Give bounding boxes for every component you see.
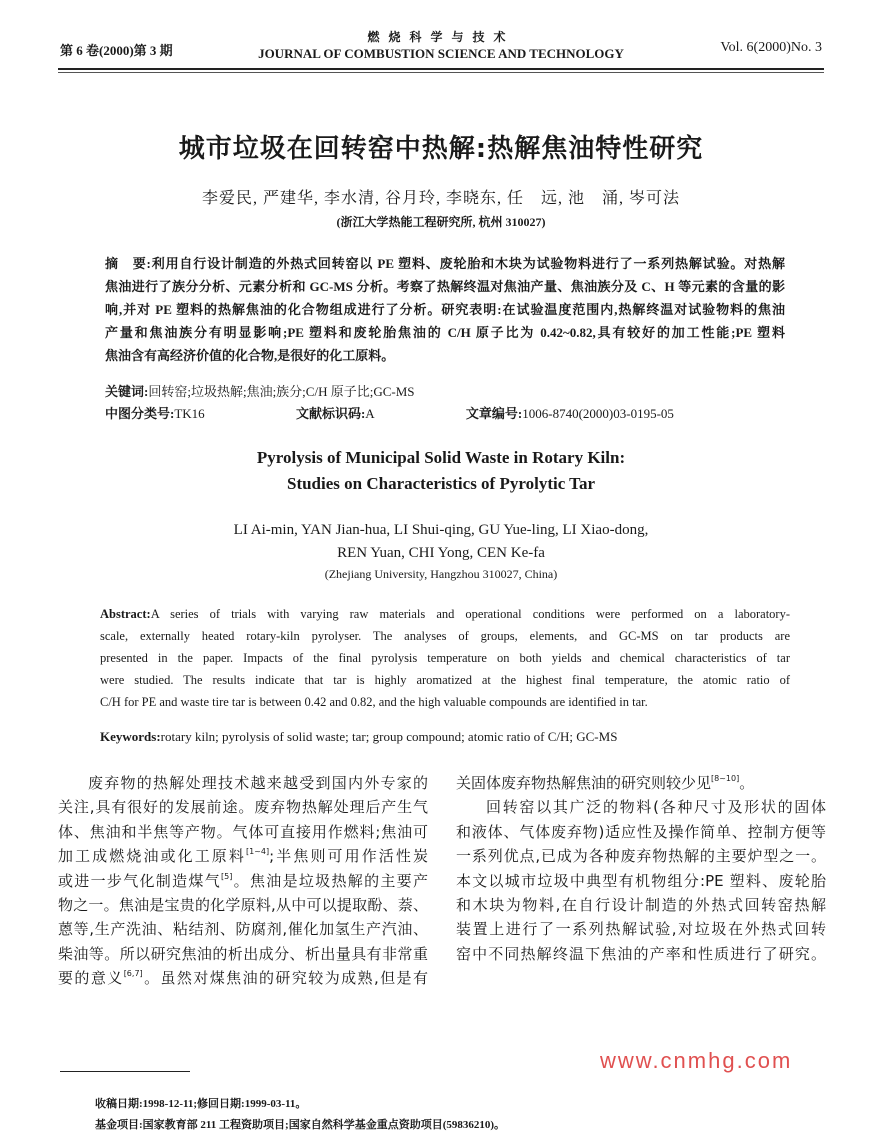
footnote-fund: 基金项目:国家教育部 211 工程资助项目;国家自然科学基金重点资助项目(59836210)。 [95,1119,506,1131]
abstract-cn-label: 摘 要: [105,256,151,271]
abstract-cn [105,252,785,367]
body-line: 一系列优点,已成为各种废弃物热解的主要炉型之一。 [456,847,826,866]
abstract-en-label: Abstract: [100,607,151,621]
affiliation-cn: (浙江大学热能工程研究所, 杭州 310027) [336,215,546,229]
clc: 中图分类号:TK16 [105,406,205,421]
abstract-cn-line: 产量和焦油族分有明显影响;PE 塑料和废轮胎焦油的 C/H 原子比为 0.42~0.82,具有较好的加工性能;PE 塑料 [105,325,785,340]
abstract-en-line: Abstract:A series of trials with varying raw materials and operational conditions were performed on a laboratory- [100,607,790,621]
body-line: 关固体废弃物热解焦油的研究则较少见[8~10]。 [456,774,755,792]
body-line: 回转窑以其广泛的物料(各种尺寸及形状的固体 [486,798,826,817]
abstract-en-line: were studied. The results indicate that tar is highly aromatized at the highest final temperature, the atomic ratio of [100,673,790,687]
body-line: 装置上进行了一系列热解试验,对垃圾在外热式回转 [456,920,826,939]
article-number: 文章编号:1006-8740(2000)03-0195-05 [465,406,674,421]
footnote-rule [60,1071,190,1072]
body-line: 本文以城市垃圾中典型有机物组分:PE 塑料、废轮胎 [456,871,826,890]
abstract-en-line: scale, externally heated rotary-kiln pyrolyser. The analyses of groups, elements, and GC-MS on tar products are [100,629,790,643]
abstract-en-line: presented in the paper. Impacts of the final pyrolysis temperature on both yields and chemical characteristics of tar [100,651,790,665]
header-rule-thin [58,72,824,73]
article-content [0,132,882,991]
classification [105,403,882,425]
paper-title-en: Pyrolysis of Municipal Solid Waste in Rotary Kiln: Studies on Characteristics of Pyrolytic Tar [256,448,626,493]
issue-cn: 第 6 卷(2000)第 3 期 [60,43,173,58]
body-line: 要的意义[6,7]。虽然对煤焦油的研究较为成熟,但是有 [58,969,428,988]
abstract-cn-line: 响,并对 PE 塑料的热解焦油的化合物组成进行了分析。研究表明:在试验温度范围内,热解终温对试验物料的焦油 [105,302,785,317]
body-line: 和木块为物料,在自行设计制造的外热式回转窑热解 [456,896,826,915]
body-line: 关注,具有很好的发展前途。废弃物热解处理后产生气 [58,798,428,817]
body-line: 废弃物的热解处理技术越来越受到国内外专家的 [88,774,428,792]
citation: [1~4] [246,847,270,857]
paper-title-cn: 城市垃圾在回转窑中热解:热解焦油特性研究 [178,134,704,164]
authors-en: LI Ai-min, YAN Jian-hua, LI Shui-qing, GU Yue-ling, LI Xiao-dong, REN Yuan, CHI Yong, CEN Ke-fa [233,522,649,561]
affiliation-en: (Zhejiang University, Hangzhou 310027, China) [324,567,558,581]
citation: [6,7] [123,969,143,979]
abstract-en [100,603,790,713]
body-line: 物之一。焦油是宝贵的化学原料,从中可以提取酚、萘、 [58,896,428,915]
body-column-left [58,771,428,991]
body-line: 或进一步气化制造煤气[5]。焦油是垃圾热解的主要产 [58,871,428,890]
citation: [8~10] [711,774,740,783]
watermark: www.cnmhg.com [600,1048,793,1073]
abstract-en-line: C/H for PE and waste tire tar is between 0.42 and 0.82, and the high valuable compounds are identified in tar. [100,695,648,709]
journal-name-en: JOURNAL OF COMBUSTION SCIENCE AND TECHNOLOGY [258,46,624,61]
body-line: 加工成燃烧油或化工原料[1~4];半焦则可用作活性炭 [58,847,428,866]
abstract-cn-line: 焦油含有高经济价值的化合物,是很好的化工原料。 [105,348,395,363]
keywords-en: Keywords:rotary kiln; pyrolysis of solid waste; tar; group compound; atomic ratio of C/H; GC-MS [100,729,618,744]
body-line: 窑中不同热解终温下焦油的产率和性质进行了研究。 [456,944,826,963]
body-text [0,771,882,991]
journal-name-cn: 燃烧科学与技术 [367,30,515,44]
abstract-cn-line: 焦油进行了族分分析、元素分析和 GC-MS 分析。考察了热解终温对焦油产量、焦油族分及 C、H 等元素的含量的影 [105,279,785,294]
journal-header [250,28,632,62]
body-line: 蒽等,生产洗油、粘结剂、防腐剂,催化加氢生产汽油、 [58,920,428,939]
body-line: 体、焦油和半焦等产物。气体可直接用作燃料;焦油可 [58,822,428,841]
doc-code: 文献标识码:A [295,406,375,421]
abstract-cn-line: 摘 要:利用自行设计制造的外热式回转窑以 PE 塑料、废轮胎和木块为试验物料进行了一系列热解试验。对热解 [105,256,785,271]
issue-en: Vol. 6(2000)No. 3 [720,40,822,55]
citation: [5] [221,871,233,881]
body-line: 和液体、气体废弃物)适应性及操作简单、控制方便等 [456,822,826,841]
authors-cn: 李爱民, 严建华, 李水清, 谷月玲, 李晓东, 任 远, 池 涌, 岑可法 [201,190,680,207]
keywords-cn: 关键词:回转窑;垃圾热解;焦油;族分;C/H 原子比;GC-MS [105,384,415,399]
body-line: 柴油等。所以研究焦油的析出成分、析出量具有非常重 [58,944,428,963]
body-column-right [456,771,826,991]
footnote-received: 收稿日期:1998-12-11;修回日期:1999-03-11。 [95,1098,307,1110]
header-rule [58,68,824,70]
